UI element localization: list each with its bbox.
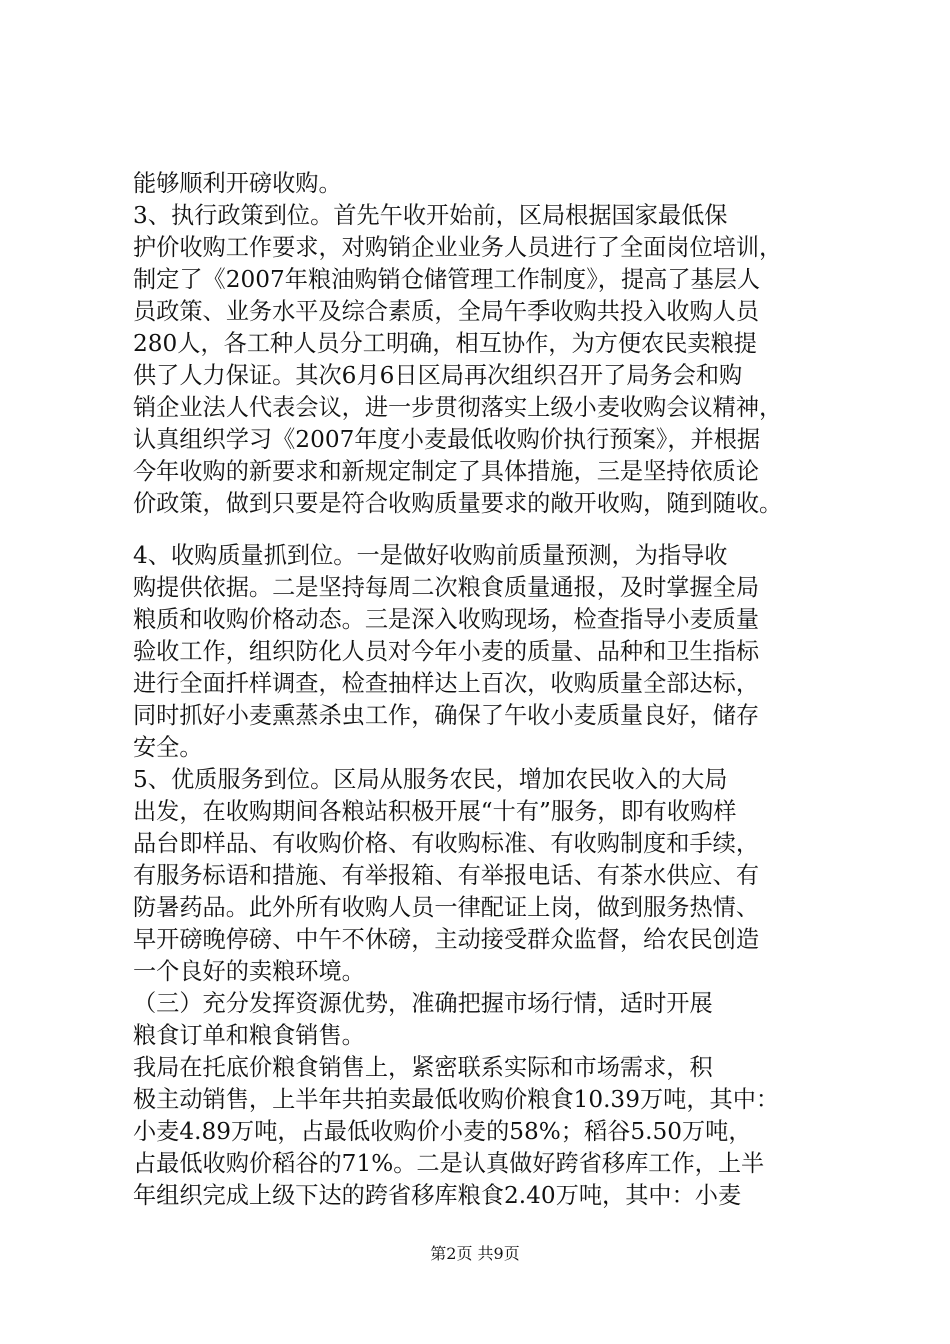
text-line: 有服务标语和措施、有举报箱、有举报电话、有茶水供应、有	[133, 862, 760, 889]
text-line: 供了人力保证。其次6月6日区局再次组织召开了局务会和购	[133, 362, 743, 389]
text-line: 制定了《2007年粮油购销仓储管理工作制度》，提高了基层人	[133, 266, 761, 293]
text-line: 出发，在收购期间各粮站积极开展“十有”服务，即有收购样	[133, 798, 737, 825]
text-line: 认真组织学习《2007年度小麦最低收购价执行预案》，并根据	[133, 426, 761, 453]
text-line: 同时抓好小麦熏蒸杀虫工作，确保了午收小麦质量良好，储存	[133, 702, 760, 729]
text-line: 能够顺利开磅收购。	[133, 170, 342, 197]
text-line: 粮食订单和粮食销售。	[133, 1022, 365, 1049]
text-line: 购提供依据。二是坚持每周二次粮食质量通报，及时掌握全局	[133, 574, 760, 601]
text-line: 今年收购的新要求和新规定制定了具体措施，三是坚持依质论	[133, 458, 760, 485]
text-line: 年组织完成上级下达的跨省移库粮食2.40万吨，其中：小麦	[133, 1182, 742, 1209]
text-line: 280人，各工种人员分工明确，相互协作，为方便农民卖粮提	[133, 330, 757, 357]
text-line: 极主动销售，上半年共拍卖最低收购价粮食10.39万吨，其中：	[133, 1086, 780, 1113]
text-line: 安全。	[133, 734, 203, 761]
text-line: 3、执行政策到位。首先午收开始前，区局根据国家最低保	[133, 202, 728, 229]
text-line: 护价收购工作要求，对购销企业业务人员进行了全面岗位培训，	[133, 234, 783, 261]
text-line: 占最低收购价稻谷的71%。二是认真做好跨省移库工作，上半	[133, 1150, 765, 1177]
text-line: 防暑药品。此外所有收购人员一律配证上岗，做到服务热情、	[133, 894, 760, 921]
text-line: 进行全面扦样调查，检查抽样达上百次，收购质量全部达标，	[133, 670, 760, 697]
text-line: 品台即样品、有收购价格、有收购标准、有收购制度和手续，	[133, 830, 760, 857]
text-line: 粮质和收购价格动态。三是深入收购现场，检查指导小麦质量	[133, 606, 760, 633]
text-line: 4、收购质量抓到位。一是做好收购前质量预测，为指导收	[133, 542, 728, 569]
text-line: 价政策，做到只要是符合收购质量要求的敞开收购，随到随收。	[133, 490, 783, 517]
text-line: （三）充分发挥资源优势，准确把握市场行情，适时开展	[133, 990, 713, 1017]
text-line: 一个良好的卖粮环境。	[133, 958, 365, 985]
text-line: 早开磅晚停磅、中午不休磅，主动接受群众监督，给农民创造	[133, 926, 760, 953]
page-number-footer: 第2页 共9页	[430, 1244, 520, 1263]
text-line: 5、优质服务到位。区局从服务农民，增加农民收入的大局	[133, 766, 728, 793]
text-line: 我局在托底价粮食销售上，紧密联系实际和市场需求，积	[133, 1054, 713, 1081]
text-line: 员政策、业务水平及综合素质，全局午季收购共投入收购人员	[133, 298, 760, 325]
text-line: 小麦4.89万吨，占最低收购价小麦的58%；稻谷5.50万吨，	[133, 1118, 752, 1145]
text-line: 销企业法人代表会议，进一步贯彻落实上级小麦收购会议精神，	[133, 394, 783, 421]
text-line: 验收工作，组织防化人员对今年小麦的质量、品种和卫生指标	[133, 638, 760, 665]
